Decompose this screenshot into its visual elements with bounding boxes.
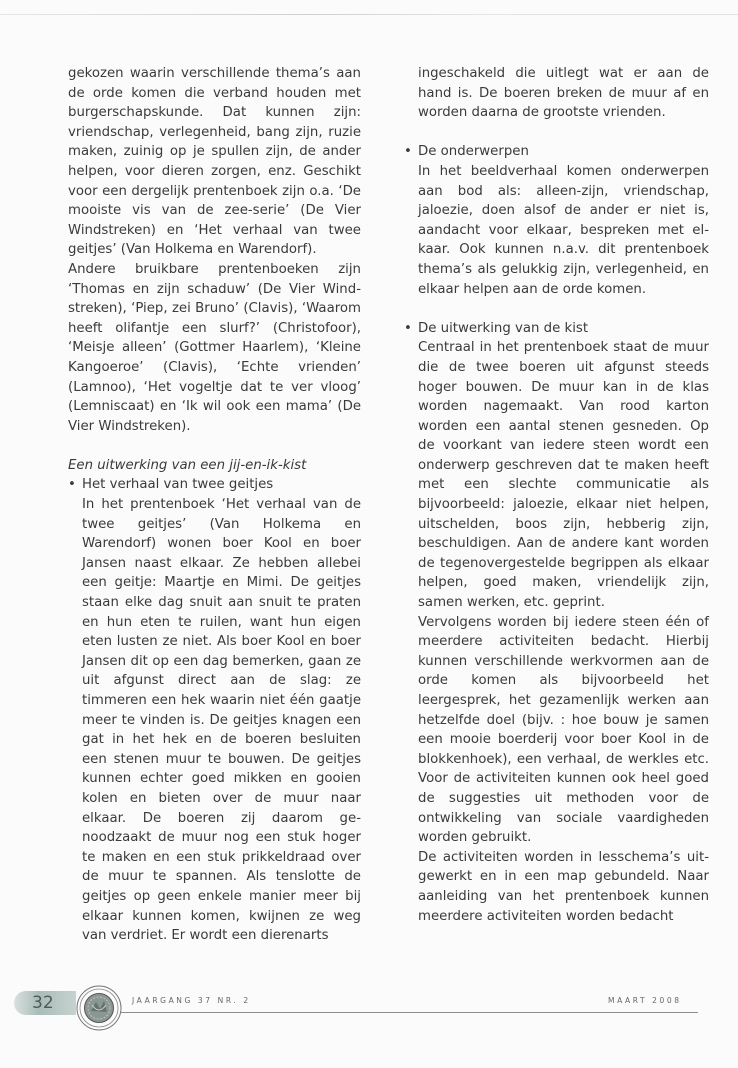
left-column	[68, 64, 361, 946]
left-paragraph-2: Andere bruikbare prentenboeken zijn ‘Thomas en zijn schaduw’ (De Vier Windstreken), ‘Piep, zei Bruno’ (Clavis), ‘Waarom heeft olifantje een slurf?’ (Christofoor), ‘Meisje alleen’ (Gottmer Haarlem), ‘Kleine Kangoeroe’ (Clavis), ‘Echte vrienden’ (Lamnoo), ‘Het vogeltje dat te ver vloog’ (Lemniscaat) en ‘Ik wil ook een mama’ (De Vier Windstreken).	[68, 261, 361, 434]
bullet-icon: •	[68, 477, 76, 493]
bullet-text: In het beeldverhaal komen onderwerpen aan bod als: alleen-zijn, vriendschap, jaloezie, doen alsof de ander er niet is, aandacht voor elkaar, bespreken met elkaar. Ook kunnen n.a.v. dit prentenboek thema’s als gelukkig zijn, verlegenheid, en elkaar helpen aan de orde komen.	[418, 163, 709, 297]
bullet-title: De onderwerpen	[418, 144, 529, 160]
left-paragraph-1: gekozen waarin verschillende thema’s aan de orde komen die verband houden met burgerschapskunde. Dat kunnen zijn: vriendschap, verlegenheid, bang zijn, ruzie maken, zuinig op je spullen zijn, de ander helpen, voor dieren zorgen, enz. Geschikt voor een dergelijk prentenboek zijn o.a. ‘De mooiste vis van de zee-serie’ (De Vier Windstreken) en ‘Het verhaal van twee geitjes’ (Van Holkema en Warendorf).	[68, 66, 361, 258]
bullet-icon: •	[404, 144, 412, 160]
bullet-title: Het verhaal van twee geitjes	[82, 477, 274, 493]
top-rule	[0, 14, 512, 15]
bullet-icon: •	[404, 320, 412, 336]
bullet-text: Centraal in het prentenboek staat de muur die de twee boeren uit afgunst steeds hoger bouwen. De muur kan in de klas worden nagemaakt. Van rood karton worden een aantal stenen gesneden. Op de voorkant van iedere steen wordt een onderwerp geschreven dat te maken heeft met een slechte communicatie als bijvoorbeeld: jaloezie, elkaar niet helpen, uitschelden, boos zijn, hebberig zijn, beschuldigen. Aan de andere kant worden de tegenovergestelde begrippen als elkaar helpen, goed maken, vriendelijk zijn, samen werken, etc. geprint.	[418, 340, 709, 611]
spacer	[404, 123, 709, 143]
bullet-text: In het prentenboek ‘Het verhaal van de twee geitjes’ (Van Holkema en Warendorf) wonen boer Kool en boer Jansen naast elkaar. Ze hebben allebei een geitje: Maartje en Mimi. De geitjes staan elke dag snuit aan snuit te praten en hun eten te ruilen, want hun eigen eten lusten ze niet. Als boer Kool en boer Jansen dit op een dag bemerken, gaan ze uit afgunst direct aan de slag: ze timmeren een hek waarin niet één gaatje meer te vinden is. De geitjes knagen een gat in het hek en de boeren besluiten een stenen muur te bouwen. De geitjes kunnen echter goed mikken en gooien kolen en bieten over de muur naar elkaar. De boeren zij daarom genoodzaakt de muur nog een stuk hoger te maken en een stuk prikkeldraad over de muur te spannen. Als tenslotte de geitjes op geen enkele manier meer bij elkaar kunnen komen, kwijnen ze weg van verdriet. Er wordt een dierenarts	[82, 497, 361, 944]
bullet-text-3: De activiteiten worden in lesschema’s uitgewerkt en in een map gebundeld. Naar aanleiding van het prentenboek kunnen meerdere activiteiten worden bedacht	[418, 849, 709, 924]
page-number: 32	[32, 993, 54, 1013]
spacer	[404, 299, 709, 319]
section-heading: Een uitwerking van een jij-en-ik-kist	[68, 457, 307, 473]
footer-rule	[116, 1012, 698, 1013]
page-footer	[0, 985, 738, 1033]
circular-seal-logo-icon	[76, 985, 122, 1031]
right-paragraph-1: ingeschakeld die uitlegt wat er aan de hand is. De boeren breken de muur af en worden daarna de grootste vrienden.	[418, 66, 709, 121]
right-continuation	[404, 64, 709, 123]
bullet-item-onderwerpen	[404, 142, 709, 299]
top-rule-right	[512, 14, 738, 15]
volume-issue-label: JAARGANG 37 NR. 2	[132, 996, 251, 1005]
bullet-item-verhaal	[68, 475, 361, 945]
bullet-text-2: Vervolgens worden bij iedere steen één of meerdere activiteiten bedacht. Hierbij kunnen verschillende werkvormen aan de orde komen als bijvoorbeeld het leergesprek, het gezamenlijk werken aan hetzelfde doel (bijv. : hoe bouw je samen een mooie boerderij voor boer Kool in de blokkenhoek), een verhaal, de werkles etc. Voor de activiteiten kunnen ook heel goed de suggesties uit methoden voor de ontwikkeling van sociale vaardigheden worden gebruikt.	[418, 614, 709, 846]
spacer	[68, 436, 361, 456]
right-column	[404, 64, 709, 926]
bullet-title: De uitwerking van de kist	[418, 320, 589, 336]
issue-date-label: MAART 2008	[608, 996, 682, 1005]
bullet-item-uitwerking	[404, 319, 709, 926]
